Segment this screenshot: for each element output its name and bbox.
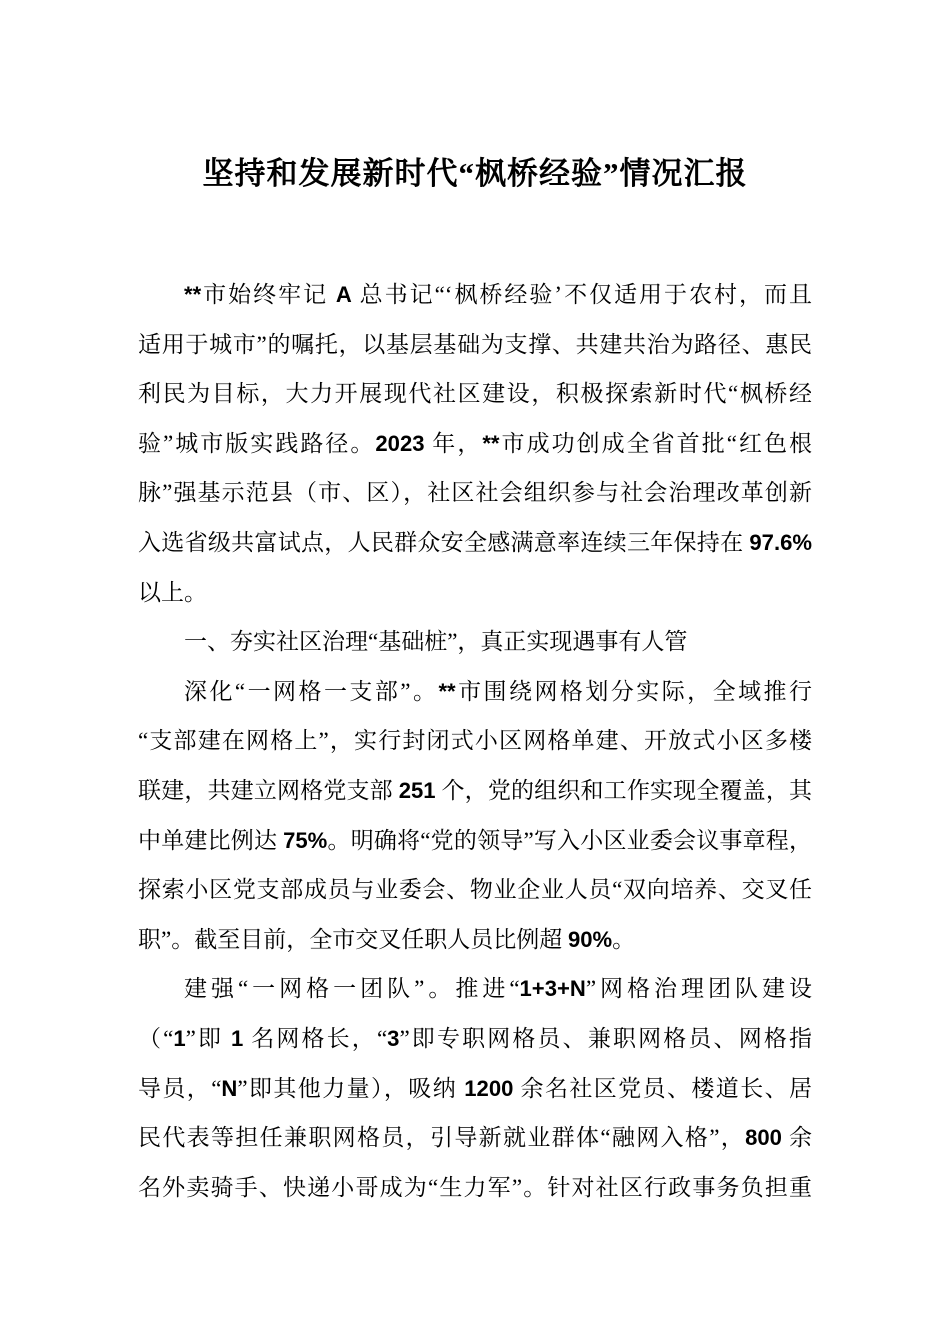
paragraph-line: 联建，共建立网格党支部 251 个，党的组织和工作实现全覆盖，其 [138,777,812,803]
paragraph-line: 利民为目标，大力开展现代社区建设，积极探索新时代“枫桥经 [138,381,812,407]
paragraph-line: 验”城市版实践路径。2023 年，**市成功创成全省首批“红色根 [138,430,812,456]
paragraph-3 [138,964,812,1212]
paragraph-line: 名外卖骑手、快递小哥成为“生力军”。针对社区行政事务负担重 [138,1174,812,1200]
paragraph-1 [138,270,812,617]
paragraph-line: 中单建比例达 75%。明确将“党的领导”写入小区业委会议事章程， [138,827,812,853]
paragraph-line: 以上。 [138,579,207,605]
paragraph-line: 职”。截至目前，全市交叉任职人员比例超 90%。 [138,926,636,952]
paragraph-line: 建强“一网格一团队”。推进“1+3+N”网格治理团队建设 [184,976,812,1002]
paragraph-line: “支部建在网格上”，实行封闭式小区网格单建、开放式小区多楼 [138,728,812,754]
paragraph-line: 探索小区党支部成员与业委会、物业企业人员“双向培养、交叉任 [138,877,812,903]
paragraph-2 [138,667,812,965]
paragraph-line: 民代表等担任兼职网格员，引导新就业群体“融网入格”，800 余 [138,1125,812,1151]
paragraph-line: 脉”强基示范县（市、区），社区社会组织参与社会治理改革创新 [138,480,812,506]
paragraph-line: （“1”即 1 名网格长，“3”即专职网格员、兼职网格员、网格指 [138,1025,812,1051]
paragraph-line: 深化“一网格一支部”。**市围绕网格划分实际，全域推行 [184,678,812,704]
paragraph-line: **市始终牢记 A 总书记“‘枫桥经验’不仅适用于农村，而且 [184,282,812,307]
document-title: 坚持和发展新时代“枫桥经验”情况汇报 [202,156,748,191]
document-body [138,270,812,1212]
paragraph-line: 入选省级共富试点，人民群众安全感满意率连续三年保持在 97.6% [138,529,812,555]
section-heading: 一、夯实社区治理“基础桩”，真正实现遇事有人管 [184,629,688,655]
paragraph-line: 适用于城市”的嘱托，以基层基础为支撑、共建共治为路径、惠民 [138,331,812,357]
paragraph-line: 导员，“N”即其他力量），吸纳 1200 余名社区党员、楼道长、居 [138,1075,812,1101]
